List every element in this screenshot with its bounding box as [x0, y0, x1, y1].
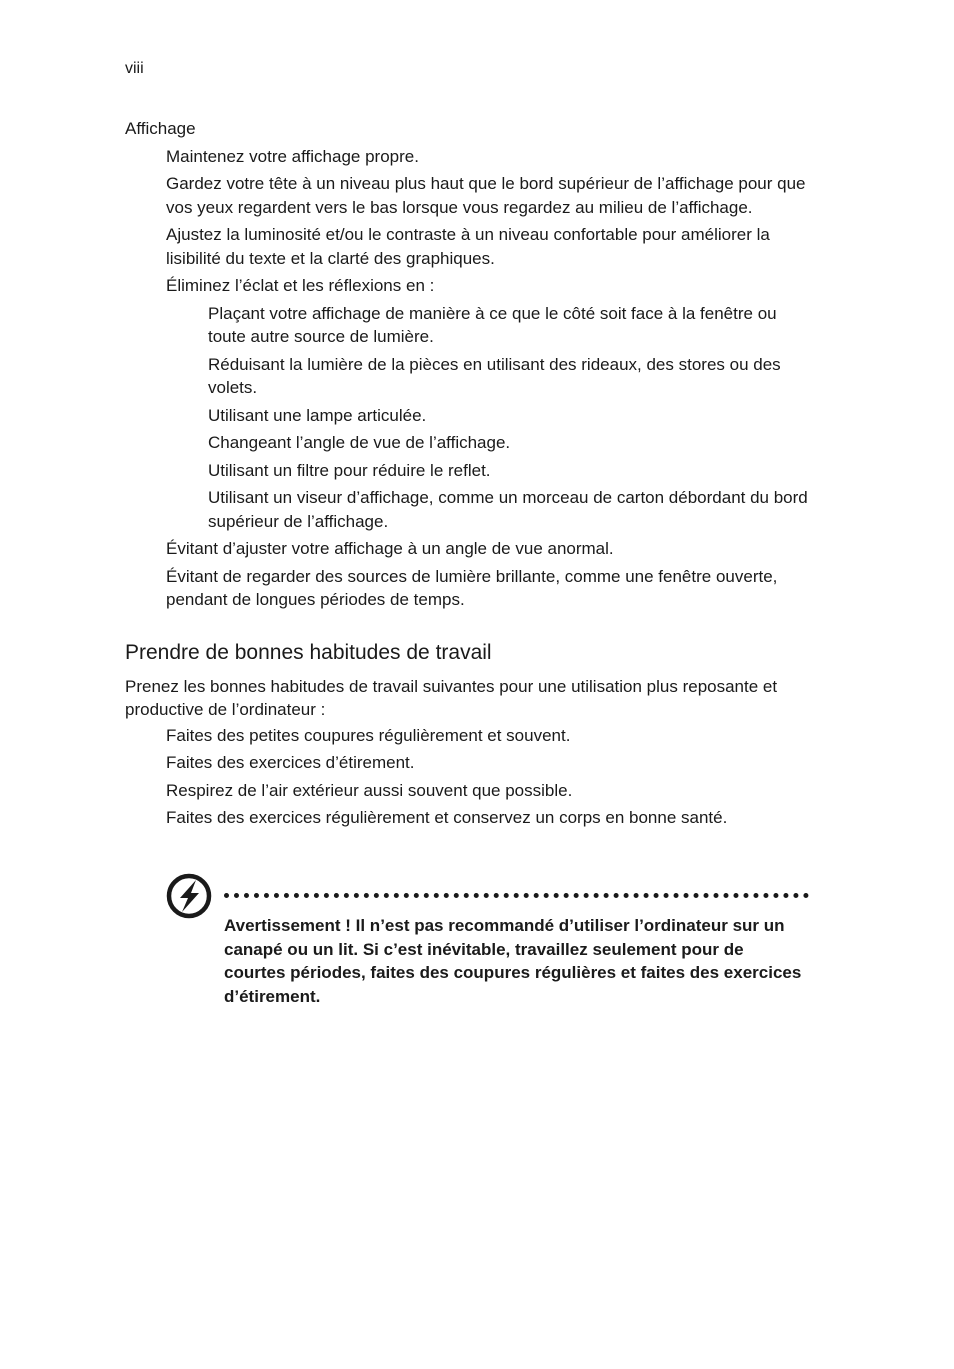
display-item: Ajustez la luminosité et/ou le contraste à un niveau confortable pour améliorer la lisibilité du texte et la clarté des graphiques.	[166, 225, 770, 268]
display-item: Évitant d’ajuster votre affichage à un angle de vue anormal.	[166, 539, 614, 558]
habit-item: Faites des exercices régulièrement et conservez un corps en bonne santé.	[166, 808, 728, 827]
warning-divider	[224, 893, 809, 898]
warning-lightning-icon	[166, 873, 212, 919]
habits-intro: Prenez les bonnes habitudes de travail suivantes pour une utilisation plus reposante et productive de l’ordinateur :	[125, 676, 778, 719]
display-heading: Affichage	[125, 119, 196, 138]
habit-item: Faites des exercices d’étirement.	[166, 753, 415, 772]
display-item: Éliminez l’éclat et les réflexions en :	[166, 276, 435, 295]
glare-item: Utilisant un viseur d’affichage, comme un morceau de carton débordant du bord supérieur de l’affichage.	[208, 488, 808, 531]
glare-item: Réduisant la lumière de la pièces en utilisant des rideaux, des stores ou des volets.	[208, 354, 781, 397]
page-number: viii	[125, 60, 144, 77]
warning-text: Avertissement ! Il n’est pas recommandé d’utiliser l’ordinateur sur un canapé ou un lit. Si c’est inévitable, travaillez seulement pour de courtes périodes, faites des coupures régulières et faites des exercices d’étirement.	[224, 916, 802, 1006]
glare-item: Utilisant un filtre pour réduire le reflet.	[208, 460, 491, 480]
display-item: Évitant de regarder des sources de lumière brillante, comme une fenêtre ouverte, pendant de longues périodes de temps.	[166, 566, 778, 609]
habits-heading: Prendre de bonnes habitudes de travail	[125, 640, 492, 664]
habit-item: Respirez de l’air extérieur aussi souvent que possible.	[166, 780, 573, 800]
display-item: Gardez votre tête à un niveau plus haut que le bord supérieur de l’affichage pour que vos yeux regardent vers le bas lorsque vous regardez au milieu de l’affichage.	[166, 174, 806, 217]
glare-item: Changeant l’angle de vue de l’affichage.	[208, 433, 511, 452]
glare-item: Utilisant une lampe articulée.	[208, 405, 427, 425]
main-column	[125, 117, 815, 834]
display-item: Maintenez votre affichage propre.	[166, 146, 419, 166]
habit-item: Faites des petites coupures régulièrement et souvent.	[166, 725, 571, 745]
glare-item: Plaçant votre affichage de manière à ce que le côté soit face à la fenêtre ou toute autre source de lumière.	[208, 303, 777, 346]
